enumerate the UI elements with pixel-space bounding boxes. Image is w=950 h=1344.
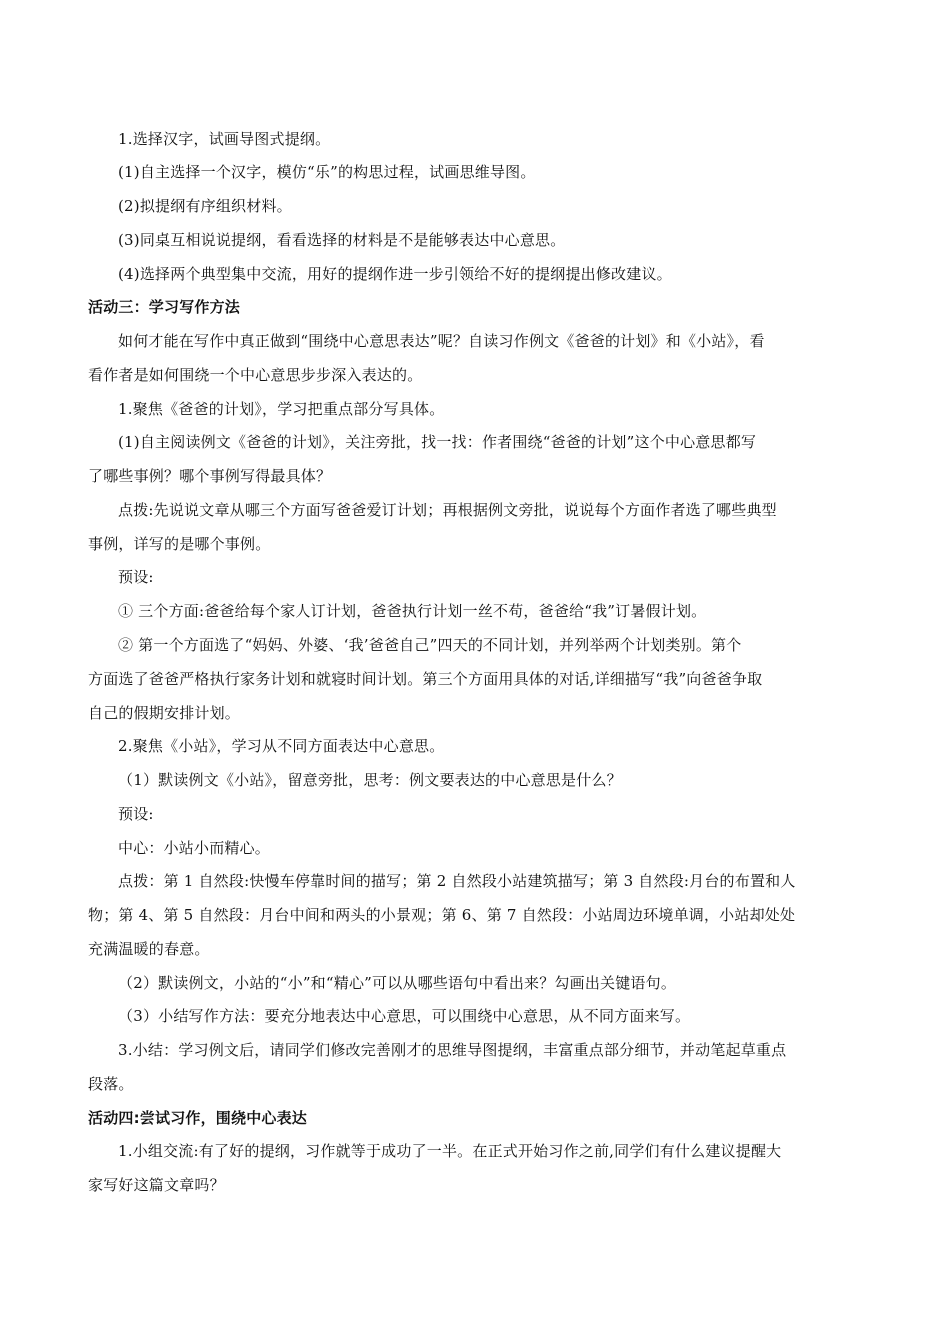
text-line: 方面选了爸爸严格执行家务计划和就寝时间计划。第三个方面用具体的对话,详细描写“我”向爸爸争取 xyxy=(88,670,763,688)
text-line: (1)自主选择一个汉字，模仿“乐”的构思过程，试画思维导图。 xyxy=(118,163,536,181)
text-line: 自己的假期安排计划。 xyxy=(88,704,241,722)
text-line: 1.聚焦《爸爸的计划》，学习把重点部分写具体。 xyxy=(118,400,445,418)
text-line: (3)同桌互相说说提纲，看看选择的材料是不是能够表达中心意思。 xyxy=(118,231,566,249)
text-line: (4)选择两个典型集中交流，用好的提纲作进一步引领给不好的提纲提出修改建议。 xyxy=(118,265,672,283)
text-line: （1）默读例文《小站》，留意旁批，思考：例文要表达的中心意思是什么？ xyxy=(118,771,622,789)
text-line: 了哪些事例？哪个事例写得最具体？ xyxy=(88,467,332,485)
text-line: (2)拟提纲有序组织材料。 xyxy=(118,197,292,215)
text-line: 预设: xyxy=(118,805,154,823)
section-heading: 活动三：学习写作方法 xyxy=(88,298,241,316)
text-line: 2.聚焦《小站》，学习从不同方面表达中心意思。 xyxy=(118,737,445,755)
text-line: 如何才能在写作中真正做到“围绕中心意思表达”呢？自读习作例文《爸爸的计划》和《小站》，看 xyxy=(118,332,765,350)
text-line: 充满温暖的春意。 xyxy=(88,940,210,958)
section-heading: 活动四:尝试习作，围绕中心表达 xyxy=(88,1109,307,1127)
text-line: （3）小结写作方法：要充分地表达中心意思，可以围绕中心意思，从不同方面来写。 xyxy=(118,1007,691,1025)
text-line: 物；第 4、第 5 自然段：月台中间和两头的小景观；第 6、第 7 自然段：小站周边环境单调，小站却处处 xyxy=(88,906,796,924)
text-line: 段落。 xyxy=(88,1075,134,1093)
text-line: 3.小结：学习例文后，请同学们修改完善刚才的思维导图提纲，丰富重点部分细节，并动笔起草重点 xyxy=(118,1041,787,1059)
text-line: ② 第一个方面选了“妈妈、外婆、‘我’爸爸自己”四天的不同计划，并列举两个计划类别。第个 xyxy=(118,636,742,654)
text-line: 点拨：第 1 自然段:快慢车停靠时间的描写；第 2 自然段小站建筑描写；第 3 自然段:月台的布置和人 xyxy=(118,872,796,890)
text-line: 1.选择汉字，试画导图式提纲。 xyxy=(118,130,331,148)
text-line: (1)自主阅读例文《爸爸的计划》，关注旁批，找一找：作者围绕“爸爸的计划”这个中心意思都写 xyxy=(118,433,757,451)
text-line: ① 三个方面:爸爸给每个家人订计划，爸爸执行计划一丝不苟，爸爸给“我”订暑假计划。 xyxy=(118,602,707,620)
text-line: 预设: xyxy=(118,568,154,586)
text-line: 看作者是如何围绕一个中心意思步步深入表达的。 xyxy=(88,366,423,384)
text-line: 1.小组交流:有了好的提纲，习作就等于成功了一半。在正式开始习作之前,同学们有什么建议提醒大 xyxy=(118,1142,782,1160)
text-line: 点拨:先说说文章从哪三个方面写爸爸爱订计划；再根据例文旁批，说说每个方面作者选了哪些典型 xyxy=(118,501,777,519)
text-line: 家写好这篇文章吗？ xyxy=(88,1176,225,1194)
text-line: （2）默读例文，小站的“小”和“精心”可以从哪些语句中看出来？勾画出关键语句。 xyxy=(118,974,677,992)
text-line: 中心：小站小而精心。 xyxy=(118,839,271,857)
text-line: 事例，详写的是哪个事例。 xyxy=(88,535,271,553)
